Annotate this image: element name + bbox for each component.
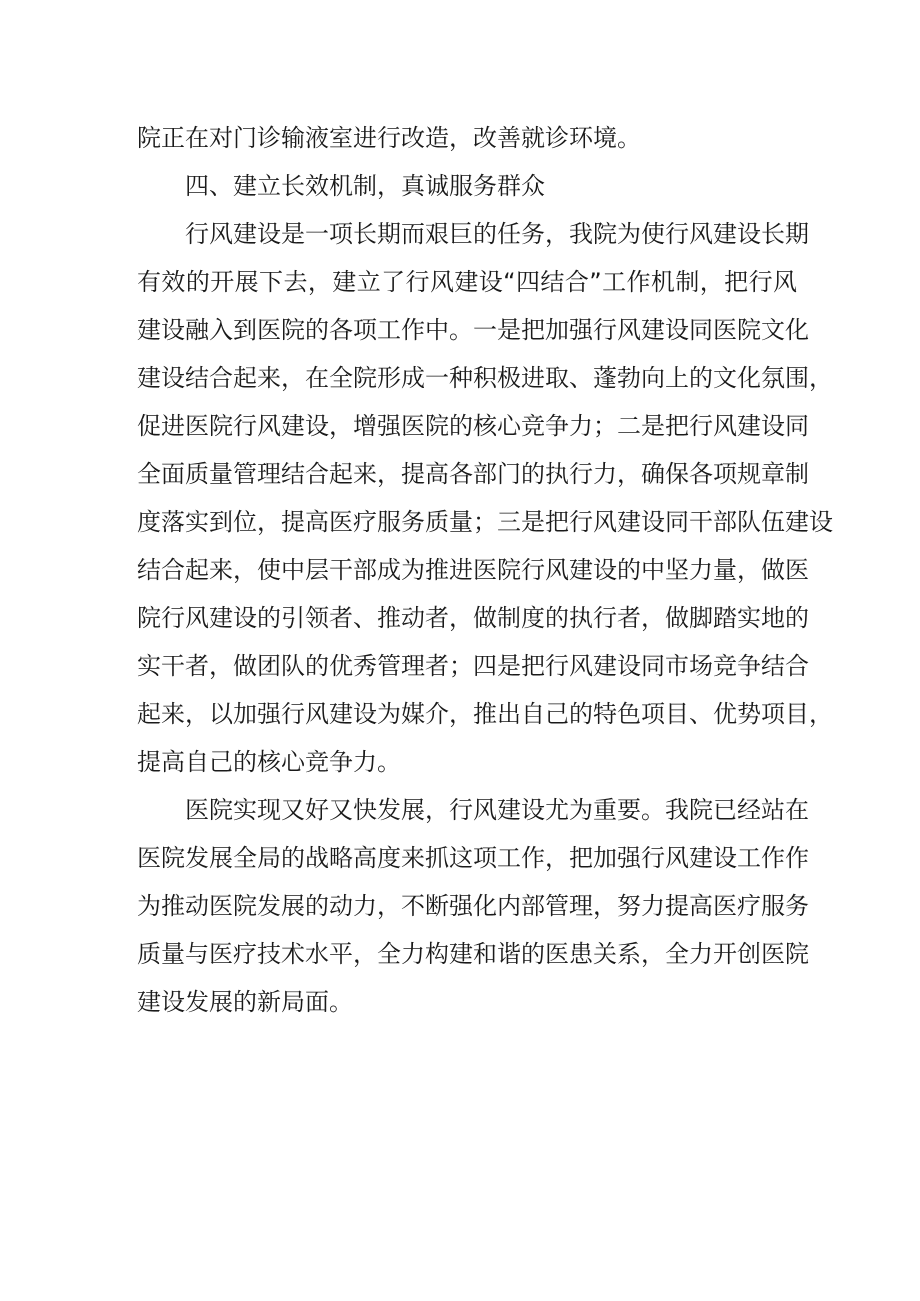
paragraph-line: 院行风建设的引领者、推动者，做制度的执行者，做脚踏实地的	[137, 604, 809, 632]
paragraph-line: 建设融入到医院的各项工作中。一是把加强行风建设同医院文化	[137, 316, 809, 344]
paragraph-line: 起来，以加强行风建设为媒介，推出自己的特色项目、优势项目，	[137, 700, 833, 728]
paragraph-line: 质量与医疗技术水平，全力构建和谐的医患关系，全力开创医院	[137, 940, 809, 968]
paragraph-tail-line: 院正在对门诊输液室进行改造，改善就诊环境。	[137, 124, 641, 152]
section-heading: 四、建立长效机制，真诚服务群众	[185, 172, 545, 200]
paragraph-line: 全面质量管理结合起来，提高各部门的执行力，确保各项规章制	[137, 460, 809, 488]
paragraph-line: 行风建设是一项长期而艰巨的任务，我院为使行风建设长期	[185, 220, 809, 248]
paragraph-line: 医院发展全局的战略高度来抓这项工作，把加强行风建设工作作	[137, 844, 809, 872]
paragraph-conclusion	[137, 786, 809, 1026]
paragraph-line: 为推动医院发展的动力，不断强化内部管理，努力提高医疗服务	[137, 892, 809, 920]
paragraph-line: 建设发展的新局面。	[137, 988, 353, 1016]
paragraph-line: 医院实现又好又快发展，行风建设尤为重要。我院已经站在	[185, 796, 809, 824]
paragraph-line: 提高自己的核心竞争力。	[137, 748, 401, 776]
paragraph-line: 度落实到位，提高医疗服务质量；三是把行风建设同干部队伍建设	[137, 508, 833, 536]
paragraph-long-term-mechanism	[137, 210, 833, 786]
paragraph-line: 建设结合起来，在全院形成一种积极进取、蓬勃向上的文化氛围，	[137, 364, 833, 392]
paragraph-line: 促进医院行风建设，增强医院的核心竞争力；二是把行风建设同	[137, 412, 809, 440]
document-body	[137, 114, 833, 1026]
paragraph-line: 实干者，做团队的优秀管理者；四是把行风建设同市场竞争结合	[137, 652, 809, 680]
paragraph-line: 有效的开展下去，建立了行风建设“四结合”工作机制，把行风	[137, 268, 797, 296]
paragraph-line: 结合起来，使中层干部成为推进医院行风建设的中坚力量，做医	[137, 556, 809, 584]
